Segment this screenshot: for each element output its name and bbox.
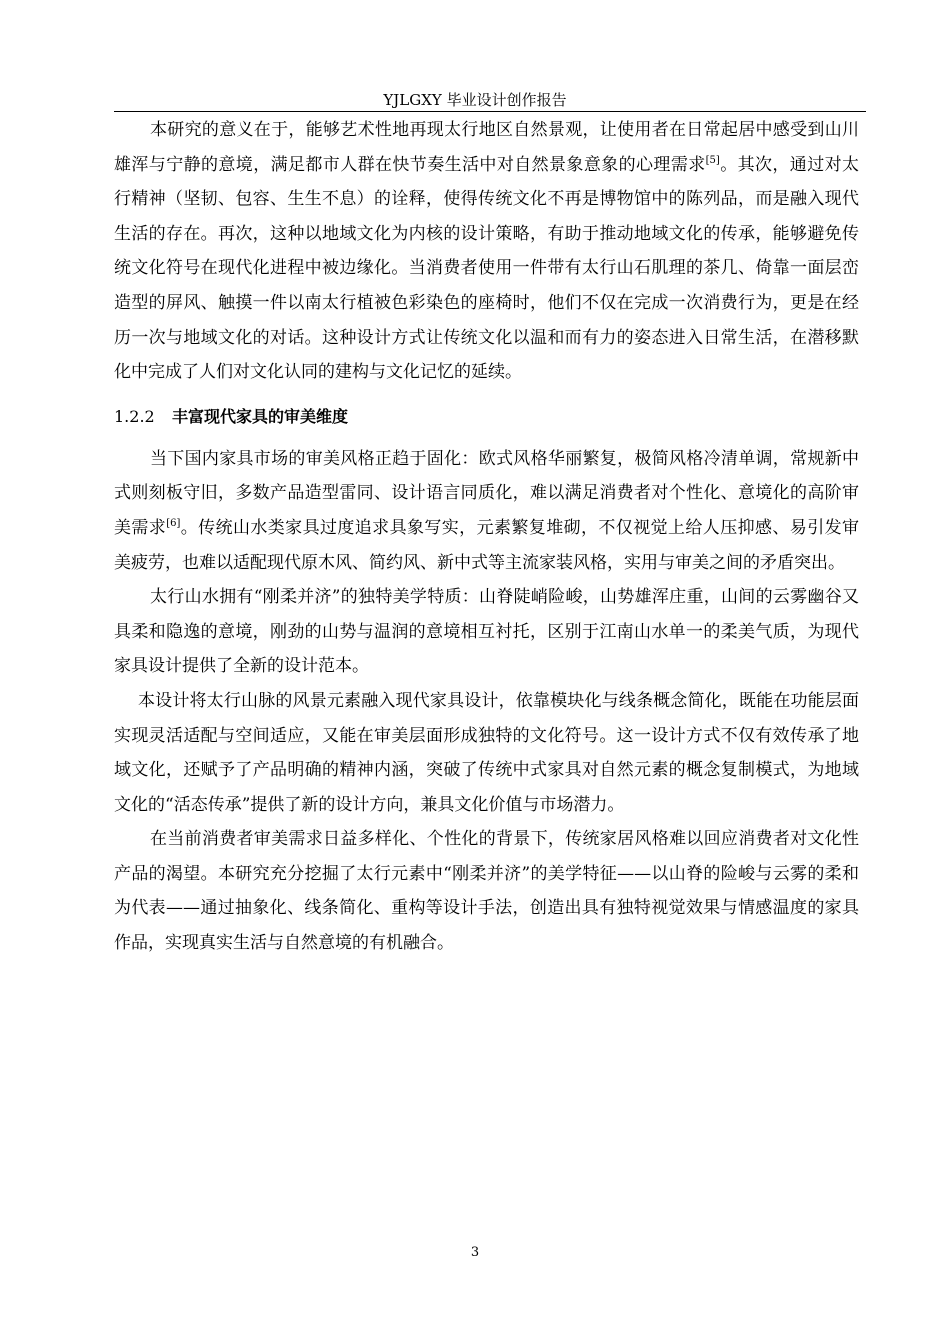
citation-6: [6] xyxy=(166,517,181,529)
paragraph-text: 当下国内家具市场的审美风格正趋于固化：欧式风格华丽繁复，极简风格冷清单调，常规新中式则刻板守旧，多数产品造型雷同、设计语言同质化，难以满足消费者对个性化、意境化的高阶审美需求 xyxy=(114,448,859,538)
paragraph-taihang-aesthetics: 太行山水拥有“刚柔并济”的独特美学特质：山脊陡峭险峻，山势雄浑庄重，山间的云雾幽谷又具柔和隐逸的意境，刚劲的山势与温润的意境相互衬托，区别于江南山水单一的柔美气质，为现代家具设计提供了全新的设计范本。 xyxy=(114,587,859,677)
section-title: 丰富现代家具的审美维度 xyxy=(172,406,349,426)
citation-5: [5] xyxy=(705,154,720,166)
header-divider xyxy=(114,111,866,112)
paragraph-text: 。其次，通过对太行精神（坚韧、包容、生生不息）的诠释，使得传统文化不再是博物馆中的陈列品，而是融入现代生活的存在。再次，这种以地域文化为内核的设计策略，有助于推动地域文化的传承，能够避免传统文化符号在现代化进程中被边缘化。当消费者使用一件带有太行山石肌理的茶几、倚靠一面层峦造型的屏风、触摸一件以南太行植被色彩染色的座椅时，他们不仅在完成一次消费行为，更是在经历一次与地域文化的对话。这种设计方式让传统文化以温和而有力的姿态进入日常生活，在潜移默化中完成了人们对文化认同的建构与文化记忆的延续。 xyxy=(114,154,860,383)
document-body xyxy=(114,113,859,961)
paragraph-significance xyxy=(114,113,859,390)
page-number: 3 xyxy=(470,1245,480,1260)
paragraph-conclusion: 在当前消费者审美需求日益多样化、个性化的背景下，传统家居风格难以回应消费者对文化性产品的渴望。本研究充分挖掘了太行元素中“刚柔并济”的美学特征——以山脊的险峻与云雾的柔和为代表——通过抽象化、线条简化、重构等设计手法，创造出具有独特视觉效果与情感温度的家具作品，实现真实生活与自然意境的有机融合。 xyxy=(114,829,859,954)
page-header: YJLGXY 毕业设计创作报告 xyxy=(383,91,567,109)
paragraph-design-approach: 本设计将太行山脉的风景元素融入现代家具设计，依靠模块化与线条概念简化，既能在功能层面实现灵活适配与空间适应，又能在审美层面形成独特的文化符号。这一设计方式不仅有效传承了地域文化，还赋予了产品明确的精神内涵，突破了传统中式家具对自然元素的概念复制模式，为地域文化的“活态传承”提供了新的设计方向，兼具文化价值与市场潜力。 xyxy=(114,690,859,815)
paragraph-market xyxy=(114,442,859,580)
section-number: 1.2.2 xyxy=(114,406,155,426)
paragraph-text: 本研究的意义在于，能够艺术性地再现太行地区自然景观，让使用者在日常起居中感受到山川雄浑与宁静的意境，满足都市人群在快节奏生活中对自然景象意象的心理需求 xyxy=(114,120,859,175)
section-heading xyxy=(114,396,859,438)
paragraph-text: 。传统山水类家具过度追求具象写实，元素繁复堆砌，不仅视觉上给人压抑感、易引发审美疲劳，也难以适配现代原木风、简约风、新中式等主流家装风格，实用与审美之间的矛盾突出。 xyxy=(114,517,859,573)
